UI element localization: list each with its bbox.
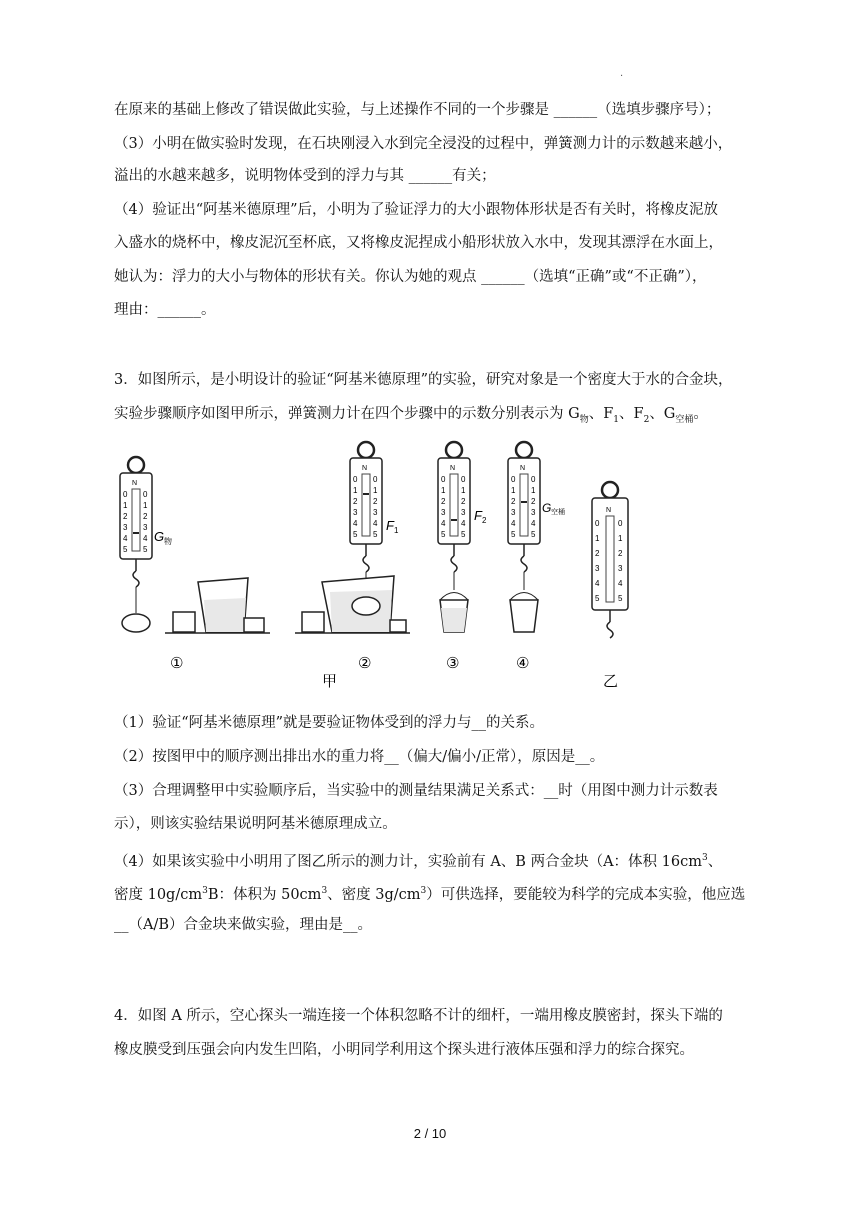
spring-scale-1: [120, 457, 172, 632]
svg-text:5: 5: [461, 530, 466, 539]
svg-text:5: 5: [618, 594, 623, 603]
svg-text:F: F: [474, 508, 482, 523]
svg-text:3: 3: [595, 564, 600, 573]
subquestion-1: （1）验证“阿基米德原理”就是要验证物体受到的浮力与__的关系。: [114, 715, 545, 731]
question-3-stem-cont: 实验步骤顺序如图甲所示，弹簧测力计在四个步骤中的示数分别表示为 $G_物$、$F_1$、$F_2$、$G_{空桶}$。: [114, 406, 708, 425]
step-2-label: ②: [358, 655, 372, 672]
question-4-stem-cont: 橡皮膜受到压强会向内发生凹陷，小明同学利用这个探头进行液体压强和浮力的综合探究。: [114, 1042, 694, 1058]
svg-text:3: 3: [618, 564, 623, 573]
svg-text:2: 2: [531, 497, 536, 506]
svg-text:0: 0: [373, 475, 378, 484]
spring-scale-3: [438, 442, 487, 632]
svg-text:1: 1: [595, 534, 600, 543]
svg-text:5: 5: [123, 545, 128, 554]
svg-text:N: N: [362, 465, 368, 472]
svg-text:3: 3: [353, 508, 358, 517]
svg-text:4: 4: [143, 534, 148, 543]
svg-text:4: 4: [123, 534, 128, 543]
svg-text:1: 1: [123, 501, 128, 510]
svg-text:N: N: [520, 465, 526, 472]
text-line: （3）小明在做实验时发现，在石块刚浸入水到完全浸没的过程中，弹簧测力计的示数越来越小，: [114, 136, 733, 152]
svg-text:2: 2: [353, 497, 358, 506]
subquestion-3-cont: 示），则该实验结果说明阿基米德原理成立。: [114, 816, 397, 832]
svg-text:3: 3: [441, 508, 446, 517]
svg-text:5: 5: [353, 530, 358, 539]
header-mark: .: [620, 68, 624, 79]
svg-text:5: 5: [143, 545, 148, 554]
overflow-beaker-1: [165, 578, 270, 633]
experiment-illustration: [110, 440, 670, 700]
svg-text:0: 0: [595, 519, 600, 528]
page-number: 2 / 10: [413, 1126, 447, 1141]
svg-text:1: 1: [373, 486, 378, 495]
question-3-stem: 3．如图所示，是小明设计的验证“阿基米德原理”的实验，研究对象是一个密度大于水的合金块，: [114, 372, 733, 388]
svg-text:5: 5: [373, 530, 378, 539]
svg-text:1: 1: [618, 534, 623, 543]
text-line: 她认为：浮力的大小与物体的形状有关。你认为她的观点 ______（选填“正确”或“不正确”），: [114, 269, 707, 285]
svg-text:2: 2: [618, 549, 623, 558]
svg-text:2: 2: [441, 497, 446, 506]
figure-jia-label: 甲: [322, 673, 338, 690]
svg-text:物: 物: [164, 537, 172, 546]
subquestion-4-cont: 密度 $10g/cm^3B$：体积为 $50cm^3$、密度 $3g/cm^3$）可供选择，要能较为科学的完成本实验，他应选: [114, 886, 746, 903]
svg-text:空桶: 空桶: [551, 509, 565, 516]
svg-text:3: 3: [143, 523, 148, 532]
svg-text:3: 3: [123, 523, 128, 532]
overflow-beaker-2: [295, 572, 410, 633]
svg-text:1: 1: [441, 486, 446, 495]
svg-text:0: 0: [143, 490, 148, 499]
spring-scale-yi: [592, 482, 628, 638]
svg-text:1: 1: [394, 526, 399, 535]
svg-text:2: 2: [143, 512, 148, 521]
question-4-stem: 4．如图 A 所示，空心探头一端连接一个体积忽略不计的细杆，一端用橡皮膜密封，探头下端的: [114, 1008, 723, 1024]
svg-text:2: 2: [461, 497, 466, 506]
svg-text:3: 3: [511, 508, 516, 517]
text-line: （4）验证出“阿基米德原理”后，小明为了验证浮力的大小跟物体形状是否有关时，将橡皮泥放: [114, 202, 719, 218]
svg-text:0: 0: [441, 475, 446, 484]
svg-text:4: 4: [353, 519, 358, 528]
svg-text:5: 5: [441, 530, 446, 539]
spring-scale-4: [508, 442, 565, 632]
svg-text:4: 4: [441, 519, 446, 528]
svg-text:5: 5: [511, 530, 516, 539]
svg-text:4: 4: [618, 579, 623, 588]
svg-text:5: 5: [595, 594, 600, 603]
svg-text:0: 0: [461, 475, 466, 484]
text-line: 理由：______。: [114, 302, 216, 318]
subquestion-4: （4）如果该实验中小明用了图乙所示的测力计，实验前有 A、B 两合金块（A：体积 $16cm^3$、: [114, 853, 723, 870]
subquestion-2: （2）按图甲中的顺序测出排出水的重力将__（偏大/偏小/正常），原因是__。: [114, 749, 605, 765]
text-line: 溢出的水越来越多，说明物体受到的浮力与其 ______有关；: [114, 168, 496, 184]
svg-text:3: 3: [531, 508, 536, 517]
spring-scale-2: [350, 442, 399, 572]
svg-text:0: 0: [123, 490, 128, 499]
svg-text:0: 0: [511, 475, 516, 484]
svg-text:0: 0: [531, 475, 536, 484]
svg-text:N: N: [450, 465, 456, 472]
svg-text:2: 2: [373, 497, 378, 506]
svg-text:0: 0: [353, 475, 358, 484]
svg-text:4: 4: [511, 519, 516, 528]
svg-text:1: 1: [511, 486, 516, 495]
svg-text:G: G: [542, 501, 552, 515]
figure-yi-label: 乙: [603, 673, 619, 690]
svg-text:5: 5: [531, 530, 536, 539]
svg-text:3: 3: [373, 508, 378, 517]
experiment-figure: [110, 440, 670, 700]
svg-text:4: 4: [531, 519, 536, 528]
subquestion-3: （3）合理调整甲中实验顺序后，当实验中的测量结果满足关系式：__时（用图中测力计示数表: [114, 783, 718, 799]
svg-text:F: F: [386, 518, 394, 533]
svg-text:2: 2: [511, 497, 516, 506]
svg-text:G: G: [154, 529, 165, 544]
svg-text:N: N: [606, 507, 612, 514]
svg-text:0: 0: [618, 519, 623, 528]
step-3-label: ③: [446, 655, 460, 672]
text-line: 在原来的基础上修改了错误做此实验，与上述操作不同的一个步骤是 ______（选填步骤序号）；: [114, 102, 721, 118]
svg-text:2: 2: [482, 516, 487, 525]
svg-text:2: 2: [595, 549, 600, 558]
svg-text:4: 4: [373, 519, 378, 528]
step-4-label: ④: [516, 655, 530, 672]
svg-text:1: 1: [143, 501, 148, 510]
text-line: 入盛水的烧杯中，橡皮泥沉至杯底，又将橡皮泥捏成小船形状放入水中，发现其漂浮在水面上，: [114, 235, 723, 251]
svg-text:2: 2: [123, 512, 128, 521]
svg-text:4: 4: [595, 579, 600, 588]
svg-text:3: 3: [461, 508, 466, 517]
svg-text:1: 1: [461, 486, 466, 495]
svg-text:4: 4: [461, 519, 466, 528]
scale-letter: N: [132, 480, 138, 487]
step-1-label: ①: [170, 655, 184, 672]
subquestion-4-end: __（A/B）合金块来做实验，理由是__。: [114, 917, 373, 933]
svg-text:1: 1: [353, 486, 358, 495]
svg-text:1: 1: [531, 486, 536, 495]
